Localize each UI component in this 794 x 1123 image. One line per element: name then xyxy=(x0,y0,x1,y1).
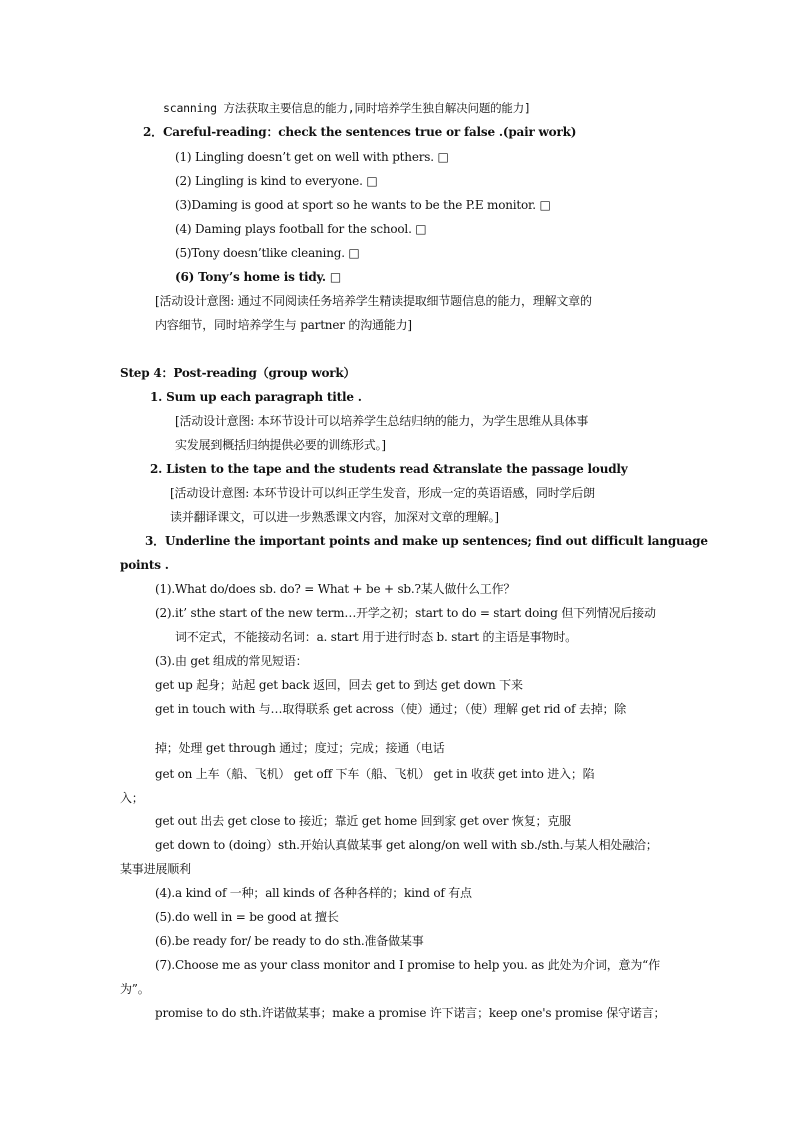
design-intent-note: [活动设计意图: 通过不同阅读任务培养学生精读提取细节题信息的能力，理解文章的 xyxy=(155,294,592,308)
text-line: promise to do sth.许诺做某事；make a promise 许下诺言；keep one's promise 保守诺言； xyxy=(155,1006,666,1020)
text-line: (1).What do/does sb. do? = What + be + sb.?某人做什么工作？ xyxy=(155,582,516,596)
list-item: (1) Lingling doesn’t get on well with pthers. □ xyxy=(175,150,449,164)
text-line: get in touch with 与…取得联系 get across（使）通过；（使）理解 get rid of 去掉；除 xyxy=(155,702,627,716)
section-heading: 1. Sum up each paragraph title . xyxy=(150,390,362,404)
section-heading: 3．Underline the important points and make up sentences; find out difficult language xyxy=(145,534,708,548)
design-intent-note: [活动设计意图: 本环节设计可以培养学生总结归纳的能力，为学生思维从具体事 xyxy=(175,414,589,428)
design-intent-note: 读并翻译课文，可以进一步熟悉课文内容，加深对文章的理解。] xyxy=(170,510,499,524)
text-line: (4).a kind of 一种；all kinds of 各种各样的；kind of 有点 xyxy=(155,886,472,900)
list-item: (5)Tony doesn’tlike cleaning. □ xyxy=(175,246,360,260)
text-line: (6).be ready for/ be ready to do sth.准备做某事 xyxy=(155,934,424,948)
design-intent-note: 实发展到概括归纳提供必要的训练形式。] xyxy=(175,438,386,452)
text-line: 入； xyxy=(120,791,144,805)
text-line: get out 出去 get close to 接近；靠近 get home 回到家 get over 恢复；克服 xyxy=(155,814,571,828)
design-intent-note: 内容细节，同时培养学生与 partner 的沟通能力] xyxy=(155,318,412,332)
list-item: (6) Tony’s home is tidy. □ xyxy=(175,270,341,284)
section-heading: points . xyxy=(120,558,169,572)
text-line: 词不定式，不能接动名词：a. start 用于进行时态 b. start 的主语是事物时。 xyxy=(175,630,577,644)
text-line: (7).Choose me as your class monitor and I promise to help you. as 此处为介词，意为“作 xyxy=(155,958,660,972)
text-line: (5).do well in = be good at 擅长 xyxy=(155,910,339,924)
text-line: (3).由 get 组成的常见短语： xyxy=(155,654,308,668)
list-item: (4) Daming plays football for the school. □ xyxy=(175,222,427,236)
text-line: (2).it’ sthe start of the new term…开学之初；start to do = start doing 但下列情况后接动 xyxy=(155,606,656,620)
text-line: scanning 方法获取主要信息的能力,同时培养学生独自解决问题的能力] xyxy=(163,101,531,115)
text-line: get up 起身；站起 get back 返回，回去 get to 到达 get down 下来 xyxy=(155,678,523,692)
text-line: 掉；处理 get through 通过；度过；完成；接通（电话 xyxy=(155,741,445,755)
text-line: 某事进展顺利 xyxy=(120,862,191,876)
list-item: (3)Daming is good at sport so he wants to be the P.E monitor. □ xyxy=(175,198,551,212)
design-intent-note: [活动设计意图: 本环节设计可以纠正学生发音，形成一定的英语语感，同时学后朗 xyxy=(170,486,595,500)
step-heading: Step 4：Post-reading（group work） xyxy=(120,366,356,380)
text-line: get down to (doing）sth.开始认真做某事 get along/on well with sb./sth.与某人相处融洽； xyxy=(155,838,658,852)
text-line: 为”。 xyxy=(120,982,150,996)
section-heading: 2. Listen to the tape and the students read &translate the passage loudly xyxy=(150,462,628,476)
text-line: get on 上车（船、飞机） get off 下车（船、飞机） get in 收获 get into 进入；陷 xyxy=(155,767,595,781)
section-heading: 2．Careful-reading：check the sentences true or false .(pair work) xyxy=(143,125,577,139)
list-item: (2) Lingling is kind to everyone. □ xyxy=(175,174,378,188)
